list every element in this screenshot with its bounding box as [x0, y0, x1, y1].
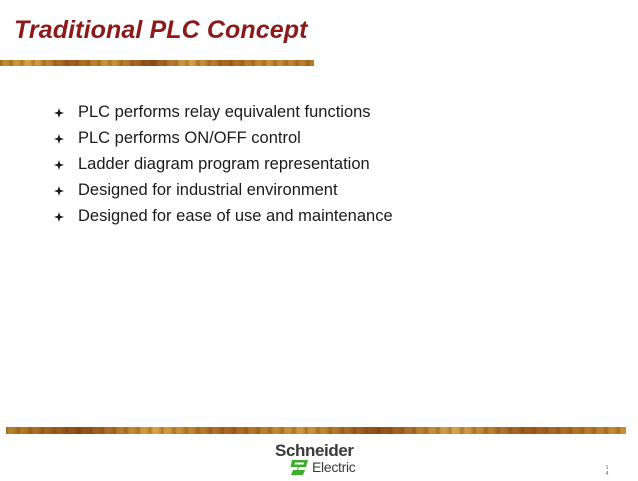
list-item: [54, 125, 393, 151]
logo-subtitle: Electric: [312, 459, 356, 475]
list-item: [54, 177, 393, 203]
title-underline-bar: [0, 60, 314, 66]
list-item: [54, 151, 393, 177]
four-point-diamond-icon: [54, 212, 64, 222]
logo-name: Schneider: [275, 441, 354, 460]
schneider-mark-icon: [290, 459, 310, 476]
four-point-diamond-icon: [54, 134, 64, 144]
four-point-diamond-icon: [54, 186, 64, 196]
bullet-text: PLC performs relay equivalent functions: [78, 102, 371, 121]
page-number: 1 4: [605, 465, 609, 477]
four-point-diamond-icon: [54, 108, 64, 118]
bullet-text: PLC performs ON/OFF control: [78, 128, 301, 147]
bullet-text: Ladder diagram program representation: [78, 154, 370, 173]
list-item: [54, 99, 393, 125]
bullet-text: Designed for ease of use and maintenance: [78, 206, 393, 225]
schneider-electric-logo: [272, 441, 368, 477]
list-item: [54, 203, 393, 229]
footer-divider-bar: [6, 427, 626, 434]
bullet-list: [54, 99, 393, 229]
four-point-diamond-icon: [54, 160, 64, 170]
slide-title: Traditional PLC Concept: [14, 16, 308, 44]
bullet-text: Designed for industrial environment: [78, 180, 338, 199]
